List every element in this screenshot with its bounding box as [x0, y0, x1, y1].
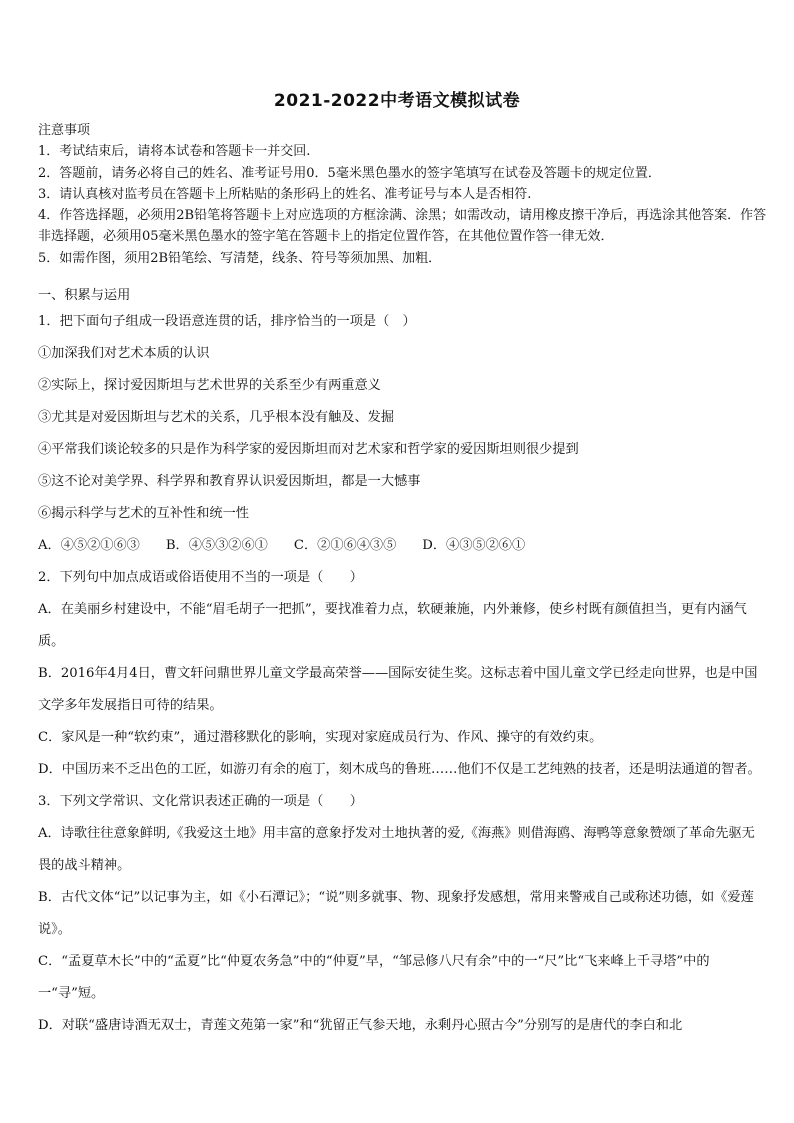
notice-item: 3．请认真核对监考员在答题卡上所粘贴的条形码上的姓名、准考证号与本人是否相符. [38, 186, 532, 202]
question-2-stem: 2．下列句中加点成语或俗语使用不当的一项是（ ） [38, 570, 363, 585]
notice-item: 5．如需作图，须用2B铅笔绘、写清楚，线条、符号等须加黑、加粗． [38, 250, 442, 266]
questions-area [38, 285, 768, 1042]
question-1-sentence: ③尤其是对爱因斯坦与艺术的关系，几乎根本没有触及、发掘 [38, 410, 395, 425]
question-1-option-c: C．②①⑥④③⑤ [293, 538, 397, 553]
question-1-option-a: A．④⑤②①⑥③ [38, 538, 140, 553]
question-3-option-a: A．诗歌往往意象鲜明,《我爱这土地》用丰富的意象抒发对土地执著的爱,《海燕》则借海鸥、海鸭等意象赞颂了革命先驱无畏的战斗精神。 [38, 826, 755, 873]
question-2-option-c: C．家风是一种“软约束”，通过潜移默化的影响，实现对家庭成员行为、作风、操守的有效约束。 [38, 730, 603, 745]
question-3-option-d: D．对联“盛唐诗酒无双士，青莲文苑第一家”和“犹留正气参天地，永剩丹心照古今”分别写的是唐代的李白和北 [38, 1018, 683, 1033]
question-2-option-d: D．中国历来不乏出色的工匠，如游刃有余的庖丁，刻木成鸟的鲁班……他们不仅是工艺纯熟的技者，还是明法通道的智者。 [38, 762, 761, 777]
question-1-options [38, 530, 768, 562]
question-1-option-d: D．④③⑤②⑥① [422, 538, 526, 553]
notice-item: 2．答题前，请务必将自己的姓名、准考证号用0．5毫米黑色墨水的签字笔填写在试卷及答题卡的规定位置． [38, 165, 661, 181]
question-1-sentence: ⑥揭示科学与艺术的互补性和统一性 [38, 506, 249, 521]
question-1-sentence: ①加深我们对艺术本质的认识 [38, 346, 210, 361]
question-3-stem: 3．下列文学常识、文化常识表述正确的一项是（ ） [38, 794, 363, 809]
question-1-option-b: B．④⑤③②⑥① [165, 538, 268, 553]
notice-heading: 注意事项 [38, 123, 91, 138]
notice-item: 4．作答选择题，必须用2B铅笔将答题卡上对应选项的方框涂满、涂黑；如需改动，请用橡皮擦干净后，再选涂其他答案．作答非选择题，必须用05毫米黑色墨水的签字笔在答题卡上的指定位置作答，在其他位置作答一律无效． [38, 208, 767, 245]
question-1-sentence: ②实际上，探讨爱因斯坦与艺术世界的关系至少有两重意义 [38, 378, 381, 393]
question-3-option-c: C．“孟夏草木长”中的“孟夏”比“仲夏农务急”中的“仲夏”早，“邹忌修八尺有余”中的一“尺”比“飞来峰上千寻塔”中的一“寻”短。 [38, 954, 710, 1001]
question-3-option-b: B．古代文体“记”以记事为主，如《小石潭记》；“说”则多就事、物、现象抒发感想，常用来警戒自己或称述功德，如《爱莲说》。 [38, 890, 754, 937]
question-2-option-a: A．在美丽乡村建设中，不能“眉毛胡子一把抓”，要找准着力点，软硬兼施，内外兼修，使乡村既有颜值担当，更有内涵气质。 [38, 602, 747, 649]
notice-item: 1．考试结束后，请将本试卷和答题卡一并交回. [38, 144, 311, 160]
exam-title: 2021-2022中考语文模拟试卷 [273, 91, 521, 111]
section-heading: 一、积累与运用 [38, 288, 131, 303]
question-1-sentence: ⑤这不论对美学界、科学界和教育界认识爱因斯坦，都是一大憾事 [38, 474, 421, 489]
question-1-stem: 1．把下面句子组成一段语意连贯的话，排序恰当的一项是（ ） [38, 314, 416, 329]
notice-block [38, 120, 768, 269]
question-2-option-b: B．2016年4月4日，曹文轩问鼎世界儿童文学最高荣誉——国际安徒生奖。这标志着中国儿童文学已经走向世界，也是中国文学多年发展指日可待的结果。 [38, 666, 758, 713]
question-1-sentence: ④平常我们谈论较多的只是作为科学家的爱因斯坦而对艺术家和哲学家的爱因斯坦则很少提到 [38, 442, 579, 457]
